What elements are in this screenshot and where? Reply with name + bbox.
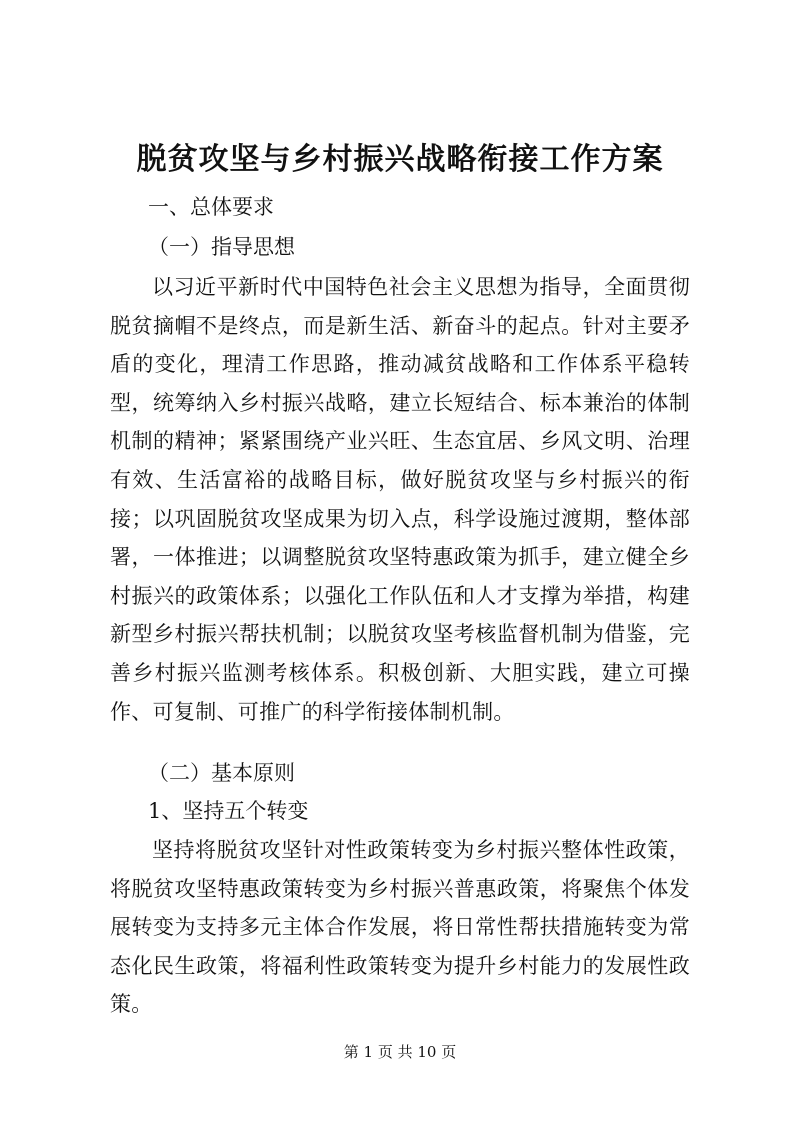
subsection-heading: （二）基本原则 [148,761,295,785]
body-paragraph: 坚持将脱贫攻坚针对性政策转变为乡村振兴整体性政策，将脱贫攻坚特惠政策转变为乡村振兴普惠政策，将聚焦个体发展转变为支持多元主体合作发展，将日常性帮扶措施转变为常态化民生政策，将福利性政策转变为提升乡村能力的发展性政策。 [110,838,690,1017]
body-paragraph: 以习近平新时代中国特色社会主义思想为指导，全面贯彻脱贫摘帽不是终点，而是新生活、新奋斗的起点。针对主要矛盾的变化，理清工作思路，推动减贫战略和工作体系平稳转型，统筹纳入乡村振兴战略，建立长短结合、标本兼治的体制机制的精神；紧紧围绕产业兴旺、生态宜居、乡风文明、治理有效、生活富裕的战略目标，做好脱贫攻坚与乡村振兴的衔接；以巩固脱贫攻坚成果为切入点，科学设施过渡期，整体部署，一体推进；以调整脱贫攻坚特惠政策为抓手，建立健全乡村振兴的政策体系；以强化工作队伍和人才支撑为举措，构建新型乡村振兴帮扶机制；以脱贫攻坚考核监督机制为借鉴，完善乡村振兴监测考核体系。积极创新、大胆实践，建立可操作、可复制、可推广的科学衔接体制机制。 [110,275,690,724]
document-title: 脱贫攻坚与乡村振兴战略衔接工作方案 [136,142,664,177]
page-footer: 第 1 页 共 10 页 [343,1043,457,1061]
item-heading: 1、坚持五个转变 [148,799,309,823]
section-heading: 一、总体要求 [148,195,274,219]
subsection-heading: （一）指导思想 [148,235,295,259]
